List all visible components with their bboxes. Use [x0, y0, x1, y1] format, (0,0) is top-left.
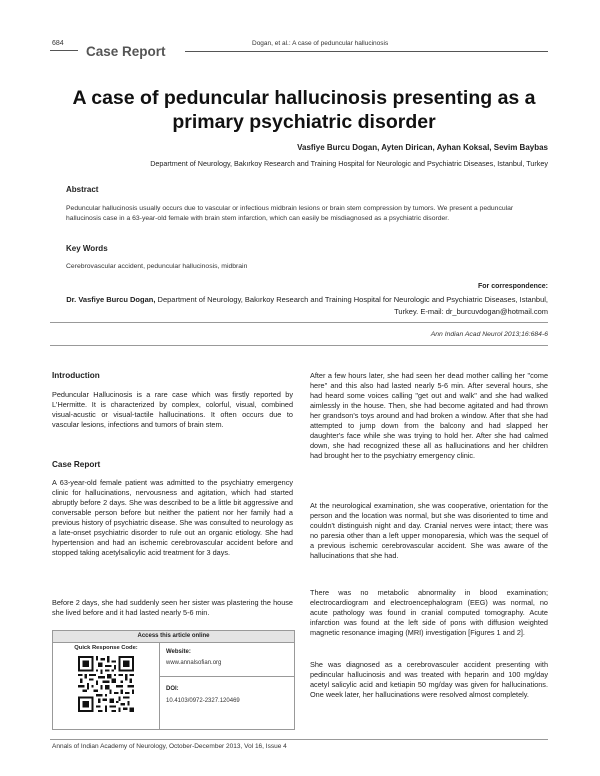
article-title: A case of peduncular hallucinosis presenting as a primary psychiatric disorder [72, 87, 536, 133]
correspondence-name: Dr. Vasfiye Burcu Dogan, [66, 295, 156, 304]
introduction-text: Peduncular Hallucinosis is a rare case which was firstly reported by L'Hermitte. It is characterized by complex, colorful, visual, combined visual-acustic or visual-tactile hallucinations. It often occurs due to vascular lesions, infections and tumors of brain stem. [52, 390, 293, 429]
keywords-text: Cerebrovascular accident, peduncular hallucinosis, midbrain [66, 263, 248, 270]
keywords-heading: Key Words [66, 244, 108, 253]
qr-label: Quick Response Code: [74, 645, 138, 651]
doi-label: DOI: [166, 686, 179, 692]
right-paragraph-4: She was diagnosed as a cerebrovasculer accident presenting with pedincular hallucinosis and was treated with heparin and 100 mg/day acetyl salicylic acid and ketiapin 50 mg/day was given for hallucinations. One week later, her hallucinations were resolved almost completely. [310, 660, 548, 699]
qr-code-icon[interactable] [78, 656, 134, 712]
footer-rule [50, 739, 548, 740]
qr-panel [53, 642, 160, 729]
journal-footer: Annals of Indian Academy of Neurology, October-December 2013, Vol 16, Issue 4 [52, 743, 287, 750]
right-paragraph-1: After a few hours later, she had seen her dead mother calling her "come here" and this also had lasted nearly 5-6 min. After several hours, she had heard some voices calling "get out and walk" and she had walked aimlessly in the house. Then, she had become agitated and had thrown her grandson's toys around and had broken a window. After that she had attempted to jump down from the balcony and had slapped her daughter's face while she was trying to hold her. After she had calmed down, she had recognized these all as hallucinations and her children had brought her to the psychiatry emergency clinic. [310, 371, 548, 460]
correspondence-text: Department of Neurology, Bakırkoy Research and Training Hospital for Neurologic and Psychiatric Diseases, Istanbul, Turkey. E-mail: dr_burcuvdogan@hotmail.com [157, 295, 548, 316]
access-article-box [52, 630, 295, 730]
case-report-paragraph-1: A 63-year-old female patient was admitted to the psychiatry emergency clinic for hallucinations, nervousness and agitation, which had started abruptly before 2 days. She was described to be a little bit aggressive and conversable person before but neither the patient nor her family had a previous history of psychiatric disease. She was consulted to neurology as a late-onset psychiatric disorder to rule out an organic etiology. She had hypertension and had an ischemic cerebrovascular accident before and stopped taking acetylsalicylic acid treatment for 3 days. [52, 478, 293, 557]
website-link[interactable]: www.annalsofian.org [166, 660, 222, 666]
case-report-heading: Case Report [52, 460, 101, 469]
citation: Ann Indian Acad Neurol 2013;16:684-6 [430, 331, 548, 338]
right-paragraph-2: At the neurological examination, she was cooperative, orientation for the person and the location was normal, but she was disoriented to time and couldn't distinguish night and day. Cranial nerves were intact; there was no paresia other than a left upper monoparesia, which was the sequel of a previous ischemic cerebrovascular accident. She was aware of the hallucinations that she had. [310, 501, 548, 560]
abstract-text: Peduncular hallucinosis usually occurs due to vascular or infectious midbrain lesions or brain stem compression by tumors. We present a peduncular hallucinosis case in a 63-year-old female with brain stem infarction, which can easily be misdiagnosed as a psychiatric disorder. [66, 205, 514, 222]
introduction-heading: Introduction [52, 371, 100, 380]
access-links-panel [159, 642, 294, 729]
section-label: Case Report [86, 44, 166, 59]
correspondence-heading: For correspondence: [477, 283, 548, 290]
author-list: Vasfiye Burcu Dogan, Ayten Dirican, Ayhan Koksal, Sevim Baybas [297, 143, 548, 152]
header-rule-left [50, 50, 78, 51]
access-heading: Access this article online [53, 631, 294, 643]
doi-link[interactable]: 10.4103/0972-2327.120469 [166, 698, 240, 704]
running-head: Dogan, et al.: A case of peduncular hallucinosis [252, 40, 389, 47]
website-label: Website: [166, 649, 191, 655]
affiliation: Department of Neurology, Bakırkoy Research and Training Hospital for Neurologic and Psychiatric Diseases, Istanbul, Turkey [150, 159, 548, 168]
correspondence-block [52, 294, 548, 317]
case-report-paragraph-2: Before 2 days, she had suddenly seen her sister was plastering the house she lived before and it had lasted nearly 5-6 min. [52, 598, 293, 617]
divider [50, 322, 548, 323]
page-number: 684 [52, 40, 64, 47]
header-rule-right [185, 51, 548, 52]
abstract-heading: Abstract [66, 185, 99, 194]
divider [50, 345, 548, 346]
right-paragraph-3: There was no metabolic abnormality in blood examination; electrocardiogram and electroencephalogram (EEG) was normal, no acute pathology was found in cranial computed tomography. Acute infarction was found at the left side of pons with diffusion weighted magnetic resonance imaging (MRI) investigation [Figures 1 and 2]. [310, 588, 548, 637]
divider [159, 676, 294, 677]
